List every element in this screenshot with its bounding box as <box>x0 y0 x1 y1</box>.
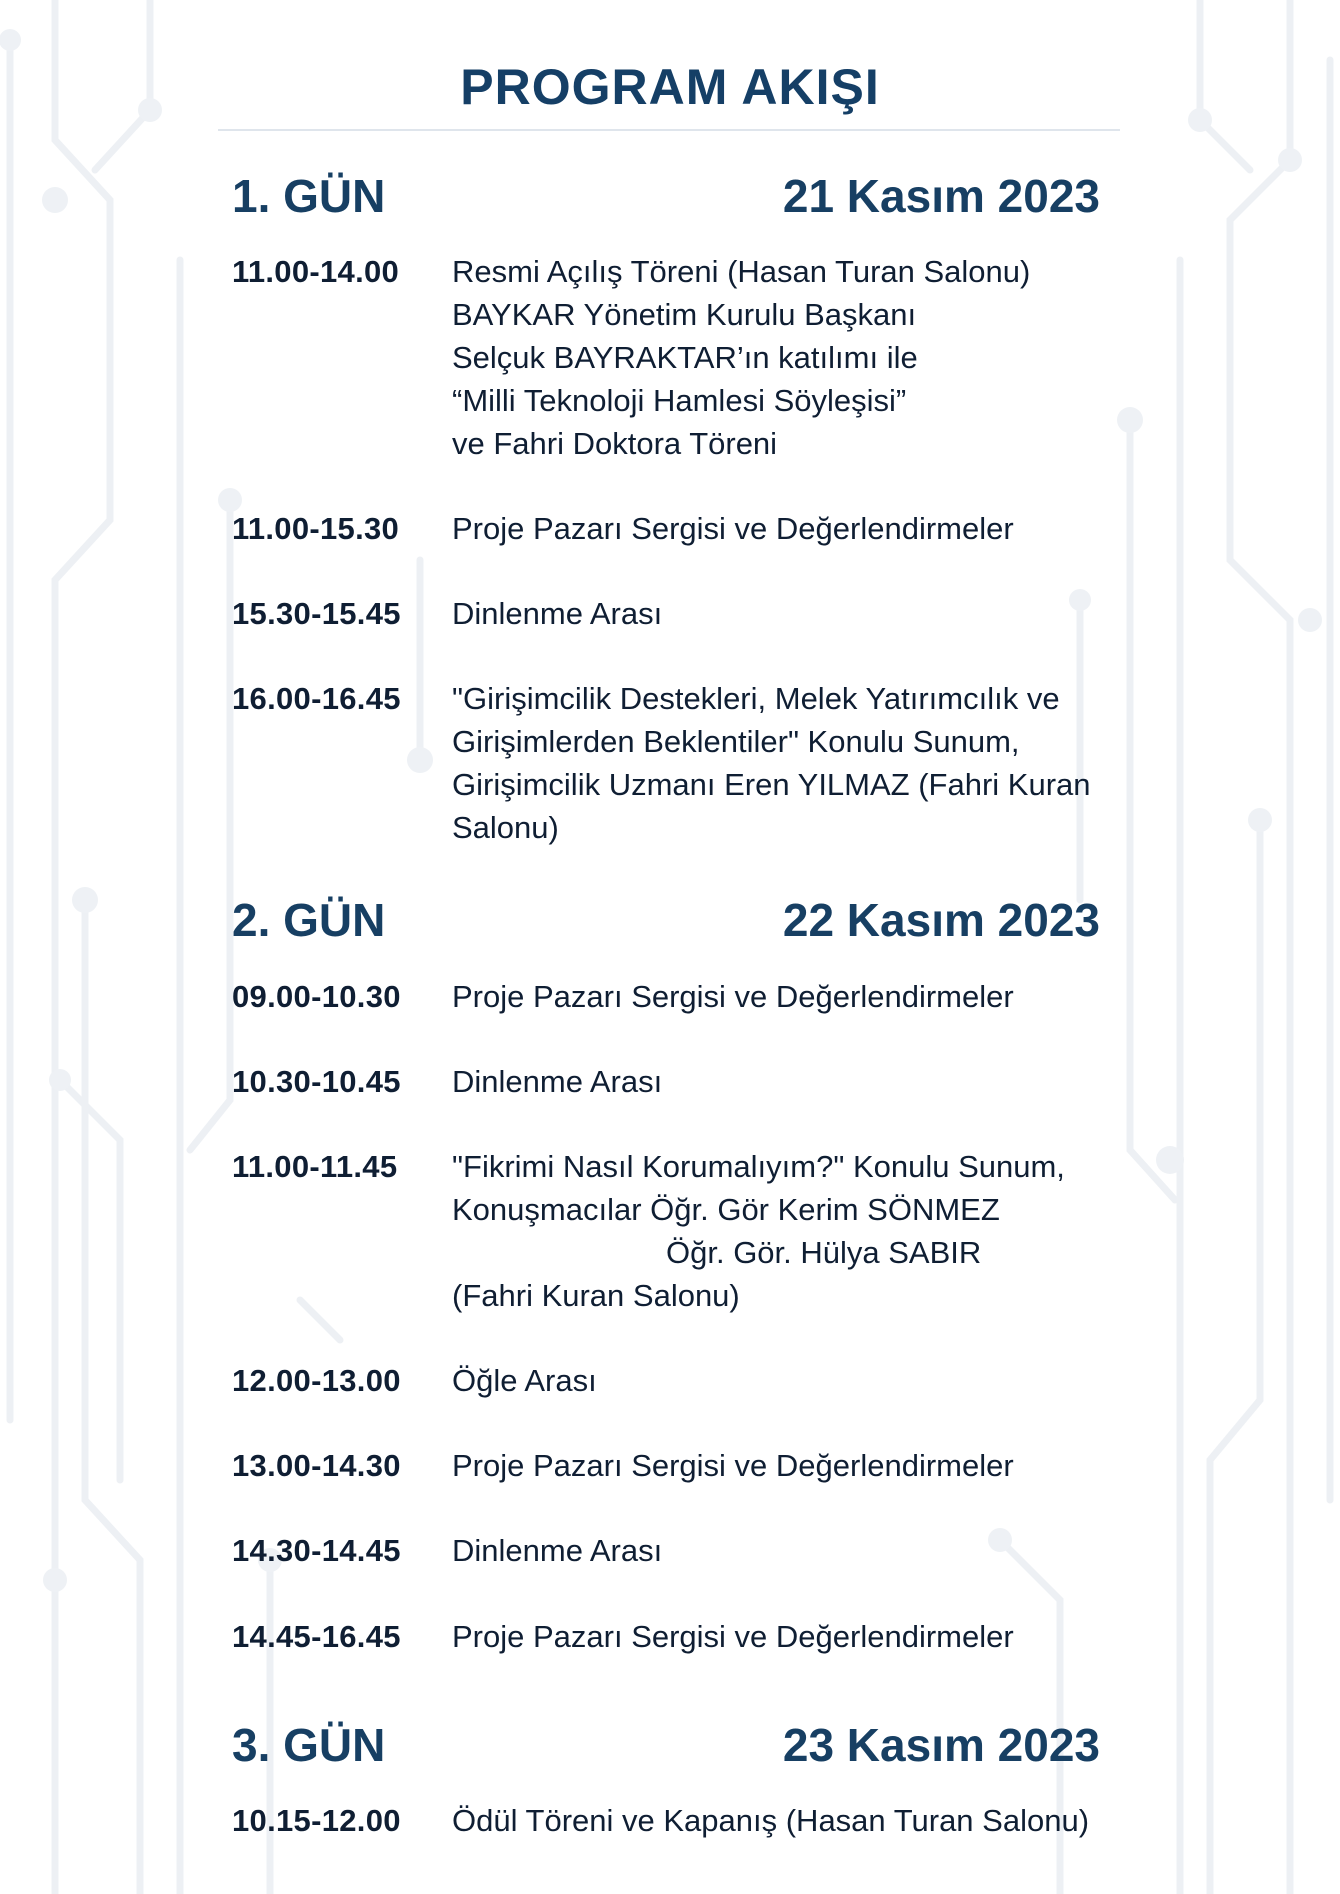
description-line: “Milli Teknoloji Hamlesi Söyleşisi” <box>452 383 907 418</box>
schedule-row <box>232 592 1112 635</box>
description-line: Ödül Töreni ve Kapanış (Hasan Turan Salonu) <box>452 1803 1090 1838</box>
schedule-time: 14.45-16.45 <box>232 1619 401 1654</box>
schedule-time: 11.00-15.30 <box>232 511 400 546</box>
schedule-row <box>232 1799 1112 1842</box>
schedule-time: 16.00-16.45 <box>232 681 401 716</box>
schedule-row <box>232 677 1112 849</box>
schedule-description <box>452 507 1112 550</box>
description-line: Dinlenme Arası <box>452 1533 663 1568</box>
schedule-row <box>232 975 1112 1018</box>
title-divider <box>218 129 1120 131</box>
day-header <box>232 890 1100 950</box>
schedule-row <box>232 1529 1112 1572</box>
schedule-row <box>232 507 1112 550</box>
schedule-description <box>452 1444 1112 1487</box>
schedule-time: 14.30-14.45 <box>232 1533 401 1568</box>
schedule-time: 11.00-11.45 <box>232 1149 398 1184</box>
description-line: Dinlenme Arası <box>452 596 663 631</box>
description-line: Proje Pazarı Sergisi ve Değerlendirmeler <box>452 1619 1014 1654</box>
day-date: 23 Kasım 2023 <box>782 1719 1100 1771</box>
schedule-description <box>452 250 1112 465</box>
day-label: 1. GÜN <box>232 170 386 222</box>
schedule-row <box>232 250 1112 465</box>
description-line: Proje Pazarı Sergisi ve Değerlendirmeler <box>452 1448 1014 1483</box>
schedule-row <box>232 1145 1112 1317</box>
day-label: 2. GÜN <box>232 894 386 946</box>
schedule-row <box>232 1359 1112 1402</box>
description-line: Öğle Arası <box>452 1363 597 1398</box>
schedule-description <box>452 1529 1112 1572</box>
page-title: PROGRAM AKIŞI <box>460 59 880 115</box>
day-date: 22 Kasım 2023 <box>782 894 1100 946</box>
day-header <box>232 166 1100 226</box>
schedule-row <box>232 1444 1112 1487</box>
schedule-time: 15.30-15.45 <box>232 596 401 631</box>
description-line: ve Fahri Doktora Töreni <box>452 426 778 461</box>
schedule-description <box>452 975 1112 1018</box>
description-line: Dinlenme Arası <box>452 1064 663 1099</box>
schedule-description <box>452 1060 1112 1103</box>
schedule-time: 09.00-10.30 <box>232 979 401 1014</box>
schedule-description <box>452 1615 1112 1658</box>
description-line: Proje Pazarı Sergisi ve Değerlendirmeler <box>452 979 1014 1014</box>
schedule-description <box>452 592 1112 635</box>
description-line: "Fikrimi Nasıl Korumalıyım?" Konulu Sunum, <box>452 1149 1065 1184</box>
schedule-time: 11.00-14.00 <box>232 254 400 289</box>
schedule-time: 12.00-13.00 <box>232 1363 401 1398</box>
schedule-description <box>452 1359 1112 1402</box>
description-line: Selçuk BAYRAKTAR’ın katılımı ile <box>452 340 918 375</box>
day-label: 3. GÜN <box>232 1719 386 1771</box>
description-line: Resmi Açılış Töreni (Hasan Turan Salonu) <box>452 254 1031 289</box>
day-header <box>232 1715 1100 1775</box>
schedule-description <box>452 677 1112 849</box>
description-line: (Fahri Kuran Salonu) <box>452 1278 740 1313</box>
day-date: 21 Kasım 2023 <box>782 170 1100 222</box>
description-line: Konuşmacılar Öğr. Gör Kerim SÖNMEZ <box>452 1192 1000 1227</box>
description-line: Proje Pazarı Sergisi ve Değerlendirmeler <box>452 511 1014 546</box>
description-line: BAYKAR Yönetim Kurulu Başkanı <box>452 297 917 332</box>
description-line: Girişimlerden Beklentiler" Konulu Sunum, <box>452 724 1020 759</box>
description-line: Girişimcilik Uzmanı Eren YILMAZ (Fahri Kuran <box>452 767 1091 802</box>
schedule-time: 10.30-10.45 <box>232 1064 401 1099</box>
schedule-row <box>232 1615 1112 1658</box>
schedule-time: 13.00-14.30 <box>232 1448 401 1483</box>
description-line: Salonu) <box>452 810 559 845</box>
schedule-description <box>452 1799 1112 1842</box>
description-line: Öğr. Gör. Hülya SABIR <box>666 1235 982 1270</box>
schedule-time: 10.15-12.00 <box>232 1803 401 1838</box>
schedule-description <box>452 1145 1112 1317</box>
description-line: "Girişimcilik Destekleri, Melek Yatırımcılık ve <box>452 681 1060 716</box>
schedule-row <box>232 1060 1112 1103</box>
